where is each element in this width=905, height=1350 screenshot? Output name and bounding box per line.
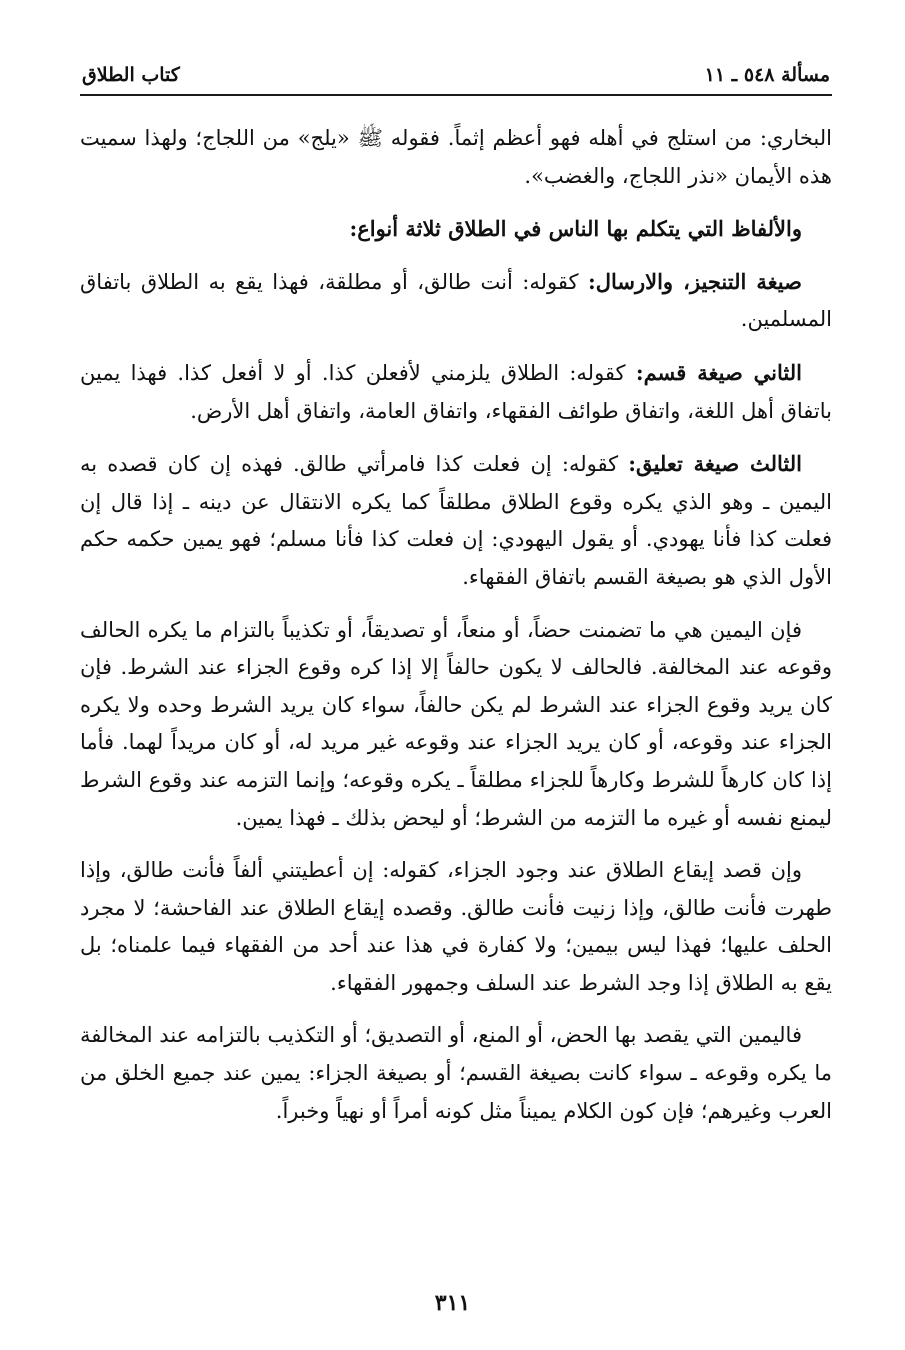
taliq-text: كقوله: إن فعلت كذا فامرأتي طالق. فهذه إن كان قصده به اليمين ـ وهو الذي يكره وقوع الطلاق مطلقاً كما يكره الانتقال عن دينه ـ إذا قال إن فعلت كذا فأنا يهودي. أو يقول اليهودي: إن فعلت كذا فأنا مسلم؛ فهو يمين حكمه حكم الأول الذي هو بصيغة القسم باتفاق الفقهاء.: [80, 452, 832, 589]
paragraph-taliq: [80, 445, 832, 596]
issue-number: مسألة ٥٤٨ ـ ١١: [704, 64, 830, 86]
running-header: [82, 58, 830, 92]
paragraph-qasam: [80, 354, 832, 430]
paragraph-bukhari: البخاري: من استلج في أهله فهو أعظم إثماً. فقوله ﷺ «يلج» من اللجاج؛ ولهذا سميت هذه الأيمان «نذر اللجاج، والغضب».: [80, 126, 832, 188]
qasam-text: كقوله: الطلاق يلزمني لأفعلن كذا. أو لا أفعل كذا. فهذا يمين باتفاق أهل اللغة، واتفاق طوائف الفقهاء، واتفاق العامة، واتفاق أهل الأرض.: [80, 360, 832, 423]
taliq-label: الثالث صيغة تعليق:: [628, 451, 802, 477]
header-divider: [80, 94, 832, 96]
tanjiz-text: كقوله: أنت طالق، أو مطلقة، فهذا يقع به الطلاق باتفاق المسلمين.: [80, 269, 832, 332]
book-title: كتاب الطلاق: [82, 64, 180, 86]
page-number: ٣١١: [434, 1290, 471, 1316]
main-text: [80, 120, 832, 1145]
tanjiz-label: صيغة التنجيز، والارسال:: [587, 268, 802, 294]
qasam-label: الثاني صيغة قسم:: [635, 359, 802, 385]
paragraph-yamin-definition: فإن اليمين هي ما تضمنت حضاً، أو منعاً، أو تصديقاً، أو تكذيباً بالتزام ما يكره الحالف وقوعه عند المخالفة. فالحالف لا يكون حالفاً إلا إذا كره وقوع الجزاء عند الشرط. فإن كان يريد وقوع الجزاء عند الشرط لم يكن حالفاً، سواء كان يريد الشرط وحده ولا يكره الجزاء عند وقوعه، أو كان يريد الجزاء عند وقوعه غير مريد له، أو كان مريداً لهما. فأما إذا كان كارهاً للشرط وكارهاً للجزاء مطلقاً ـ يكره وقوعه؛ وإنما التزمه عند وقوع الشرط ليمنع نفسه أو غيره ما التزمه من الشرط؛ أو ليحض بذلك ـ فهذا يمين.: [80, 617, 832, 830]
paragraph-yamin-summary: فاليمين التي يقصد بها الحض، أو المنع، أو التصديق؛ أو التكذيب بالتزامه عند المخالفة ما يكره وقوعه ـ سواء كانت بصيغة القسم؛ أو بصيغة الجزاء: يمين عند جميع الخلق من العرب وغيرهم؛ فإن كون الكلام يميناً مثل كونه أمراً أو نهياً وخبراً.: [80, 1023, 832, 1123]
paragraph-talaq-intent: وإن قصد إيقاع الطلاق عند وجود الجزاء، كقوله: إن أعطيتني ألفاً فأنت طالق، وإذا طهرت فأنت طالق، وإذا زنيت فأنت طالق. وقصده إيقاع الطلاق عند الفاحشة؛ لا مجرد الحلف عليها؛ فهذا ليس بيمين؛ ولا كفارة في هذا عند أحد من الفقهاء فيما علمناه؛ بل يقع به الطلاق إذا وجد الشرط عند السلف وجمهور الفقهاء.: [80, 858, 832, 995]
paragraph-three-types-heading: والألفاظ التي يتكلم بها الناس في الطلاق ثلاثة أنواع:: [349, 216, 802, 242]
paragraph-tanjiz: [80, 263, 832, 339]
